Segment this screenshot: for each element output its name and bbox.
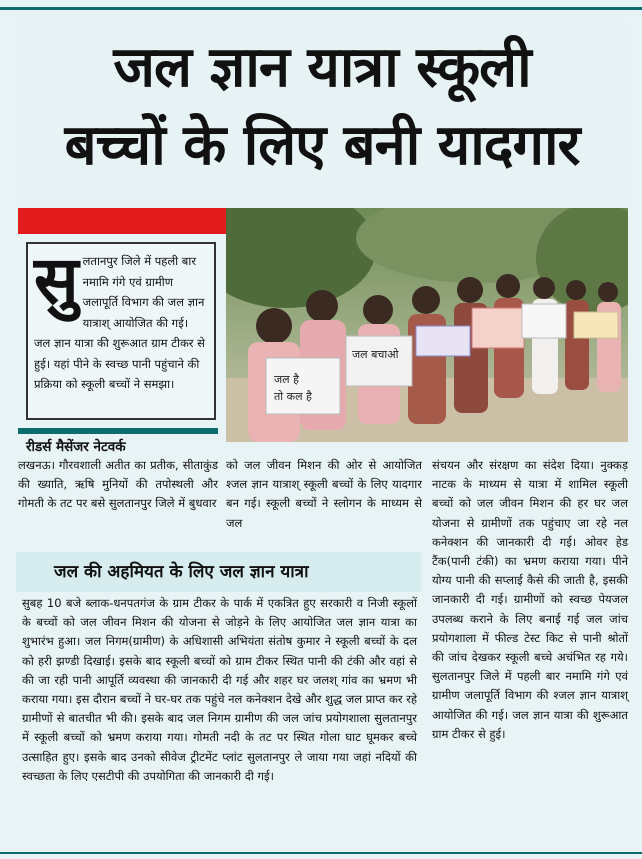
headline-box — [16, 18, 628, 208]
subheading: जल की अहमियत के लिए जल ज्ञान यात्रा — [54, 562, 309, 582]
intro-text: लतानपुर जिले में पहली बार नमामि गंगे एवं ग्रामीण जलापूर्ति विभाग की जल ज्ञान यात्राश् आयोजित की गई। जल ज्ञान यात्रा की शुरूआत ग्राम टीकर से हुई। यहां पीने के स्वच्छ पानी पहुंचाने की प्रक्रिया को स्कूली बच्चों ने समझा। — [34, 254, 205, 391]
headline-line-1: जल ज्ञान यात्रा स्कूली — [113, 35, 531, 100]
bottom-rule — [0, 852, 642, 854]
headline-line-2: बच्चों के लिए बनी यादगार — [64, 113, 580, 178]
top-rule — [0, 7, 642, 10]
byline: रीडर्स मैसेंजर नेटवर्क — [26, 439, 126, 455]
svg-text:तो कल है: तो कल है — [274, 390, 312, 403]
photo-illustration — [226, 208, 628, 442]
byline-band — [18, 428, 218, 434]
subheading-body: सुबह 10 बजे ब्लाक-धनपतगंज के ग्राम टीकर के पार्क में एकत्रित हुए सरकारी व निजी स्कूलों के बच्चों को जल जीवन मिशन की योजना से जोड़ने के लिए आयोजित जल ज्ञान यात्रा का शुभारंभ हुआ। जल निगम(ग्रामीण) के अधिशासी अभियंता संतोष कुमार ने स्कूली बच्चों के दल को हरी झण्डी दिखाई। इसके बाद स्कूली बच्चों को ग्राम टीकर स्थित पानी की टंकी और वहां से की जा रही पानी आपूर्ति व्यवस्था की जानकारी दी गई और शहर घर जलश् गांव का भ्रमण भी कराया गया। इस दौरान बच्चों ने घर-घर तक पहुंचे नल कनेक्शन देखे और शुद्ध जल प्राप्त कर रहे ग्रामीणों से बातचीत भी की। इसके बाद जल निगम ग्रामीण की जल जांच प्रयोगशाला सुलतानपुर में स्कूली बच्चों को भ्रमण कराया गया। गोमती नदी के तट पर स्थित गोला घाट घूमकर बच्चे उत्साहित हुए। इसके बाद उनको सीवेज ट्रीटमेंट प्लांट सुलतानपुर ले जाया गया जहां नदियों की स्वच्छता के लिए एसटीपी की उपयोगिता की जानकारी दी गई। — [22, 596, 417, 783]
intro-box — [26, 242, 216, 420]
red-accent-bar — [18, 208, 226, 234]
article-column-3: संचयन और संरक्षण का संदेश दिया। नुक्कड़ नाटक के माध्यम से यात्रा में शामिल स्कूली बच्चों को जल जीवन मिशन की हर घर जल योजना से ग्रामीणों तक पहुंचाए जा रहे नल कनेक्शन की जानकारी दी गई। ओवर हेड टैंक(पानी टंकी) का भ्रमण कराया गया। पीने योग्य पानी की सप्लाई कैसे की जाती है, इसकी जानकारी दी गई। ग्रामीणों को स्वच्छ पेयजल उपलब्ध कराने के लिए बनाई गई जल जांच प्रयोगशाला में फील्ड टेस्ट किट से पानी श्रोतों की जांच देखकर स्कूली बच्चे अचंभित रह गये। सुलतानपुर जिले में पहली बार नमामि गंगे एवं ग्रामीण जलापूर्ति विभाग की श्जल ज्ञान यात्राश् आयोजित की गई। जल ज्ञान यात्रा की शुरूआत ग्राम टीकर से हुई। — [432, 458, 628, 741]
article-column-1: लखनऊ। गौरवशाली अतीत का प्रतीक, सीताकुंड की ख्याति, ऋषि मुनियों की तपोस्थली और गोमती के तट पर बसे सुलतानपुर जिले में बुधवार — [18, 458, 218, 511]
drop-cap: सु — [34, 242, 79, 319]
school-children-photo — [226, 208, 628, 442]
svg-text:जल बचाओ: जल बचाओ — [352, 348, 399, 361]
svg-text:जल है: जल है — [274, 373, 299, 386]
article-column-2: को जल जीवन मिशन की ओर से आयोजित श्जल ज्ञान यात्राश् स्कूली बच्चों के लिए यादगार बन गई। स्कूली बच्चों ने स्लोगन के माध्यम से जल — [226, 458, 422, 530]
